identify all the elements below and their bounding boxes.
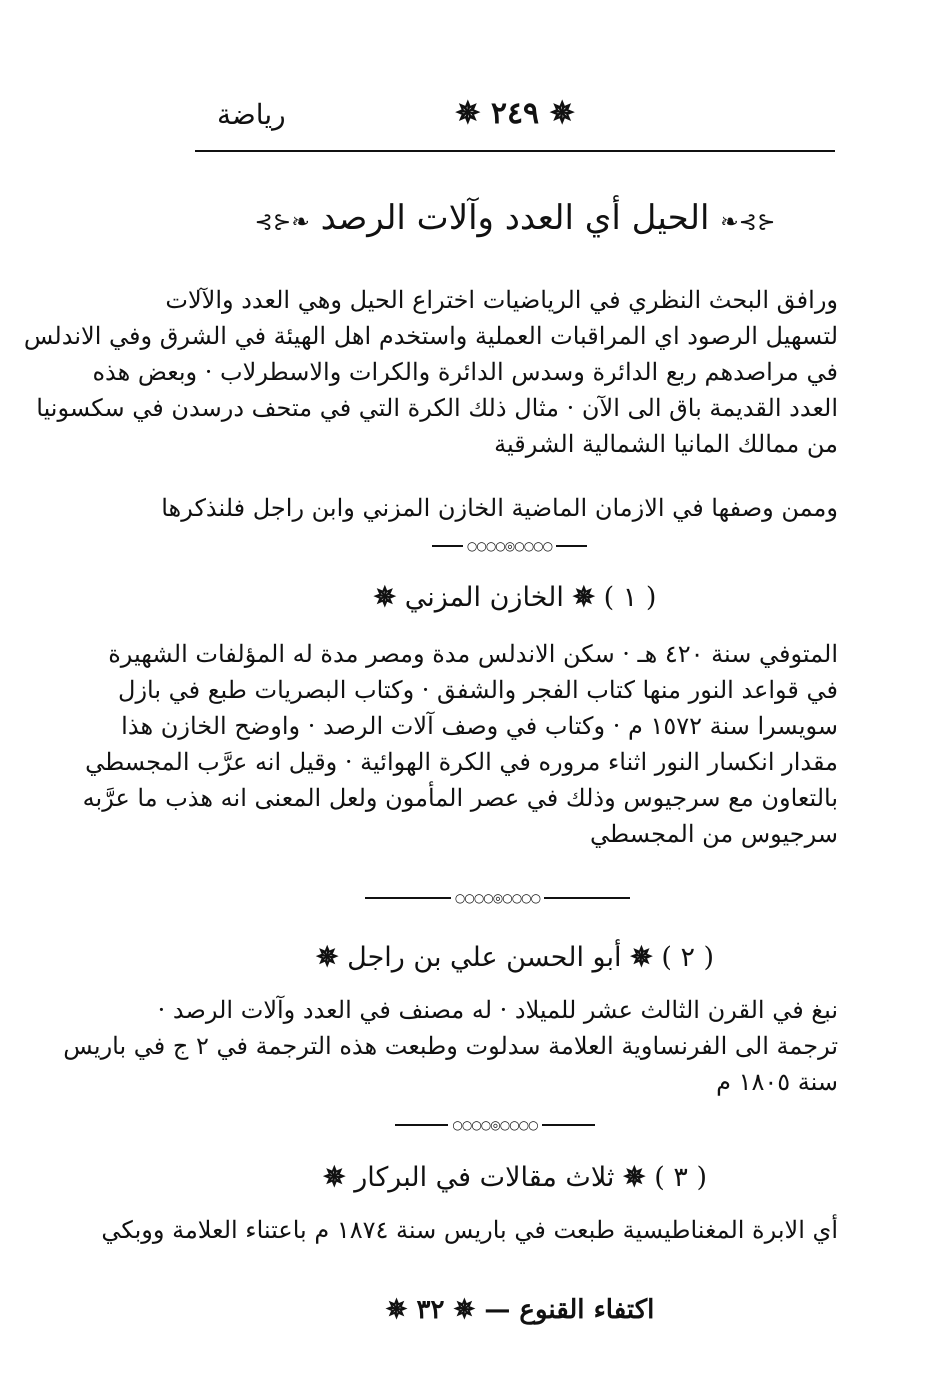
text-line: نبغ في القرن الثالث عشر للميلاد · له مصنف في العدد وآلات الرصد ·	[157, 996, 838, 1024]
title-ornament-right-icon: ❧⊰⊱	[720, 210, 776, 235]
text-line: المتوفي سنة ٤٢٠ هـ · سكن الاندلس مدة ومصر مدة له المؤلفات الشهيرة	[108, 640, 838, 668]
star-ornament-icon: ✵	[549, 96, 575, 131]
section-divider	[432, 541, 587, 551]
entry-paragraph	[82, 636, 838, 852]
section-divider	[365, 893, 630, 903]
footer-signature	[380, 1290, 660, 1330]
text-line: ترجمة الى الفرنساوية العلامة سدلوت وطبعت هذه الترجمة في ٢ ج في باريس	[63, 1032, 838, 1060]
star-ornament-icon: ✵	[322, 1162, 346, 1193]
entry-paragraph	[101, 1212, 838, 1248]
entry-paragraph	[63, 992, 838, 1100]
entry-title	[195, 1156, 835, 1200]
chapter-title	[195, 188, 835, 248]
text-line: من ممالك المانيا الشمالية الشرقية	[494, 430, 838, 458]
entry-number: ( ١ )	[603, 582, 657, 613]
star-ornament-icon: ✵	[455, 96, 481, 131]
text-line: سويسرا سنة ١٥٧٢ م · وكتاب في وصف آلات الرصد · واوضح الخازن هذا	[121, 712, 838, 740]
star-ornament-icon: ✵	[623, 1162, 646, 1193]
footer-number: ٣٢	[416, 1295, 445, 1325]
text-line: مقدار انكسار النور اثناء مروره في الكرة الهوائية · وقيل انه عرَّب المجسطي	[85, 748, 838, 776]
star-ornament-icon: ✵	[315, 942, 339, 973]
entry-name: ثلاث مقالات في البركار	[354, 1162, 615, 1193]
star-ornament-icon: ✵	[373, 582, 397, 613]
text-line: سنة ١٨٠٥ م	[716, 1068, 838, 1096]
divider-knot-icon: ○○○○◎○○○○	[466, 539, 553, 553]
section-name: رياضة	[217, 98, 286, 131]
text-line: في قواعد النور منها كتاب الفجر والشفق · وكتاب البصريات طبع في بازل	[118, 676, 838, 704]
text-line: العدد القديمة باق الى الآن · مثال ذلك الكرة التي في متحف درسدن في سكسونيا	[36, 394, 838, 422]
entry-number: ( ٢ )	[661, 942, 715, 973]
intro-closing-line: وممن وصفها في الازمان الماضية الخازن المزني وابن راجل فلنذكرها	[161, 494, 838, 522]
star-ornament-icon: ✵	[453, 1295, 476, 1325]
entry-number: ( ٣ )	[654, 1162, 708, 1193]
entry-name: أبو الحسن علي بن راجل	[347, 942, 622, 973]
text-line: سرجيوس من المجسطي	[590, 820, 838, 848]
text-line: لتسهيل الرصود اي المراقبات العملية واستخدم اهل الهيئة في الشرق وفي الاندلس	[23, 322, 838, 350]
divider-knot-icon: ○○○○◎○○○○	[452, 1118, 538, 1132]
page-number-line	[195, 96, 835, 131]
header-rule	[195, 150, 835, 152]
star-ornament-icon: ✵	[385, 1295, 408, 1325]
intro-paragraph	[23, 282, 838, 462]
entry-title	[195, 936, 835, 980]
title-ornament-left-icon: ⊰⊱❧	[254, 210, 310, 235]
chapter-title-text: الحيل أي العدد وآلات الرصد	[320, 198, 710, 238]
divider-knot-icon: ○○○○◎○○○○	[454, 891, 541, 905]
running-header	[195, 92, 835, 140]
entry-name: الخازن المزني	[404, 582, 564, 613]
page-number: ٢٤٩	[490, 96, 540, 131]
star-ornament-icon: ✵	[630, 942, 653, 973]
entry-title	[195, 576, 835, 620]
text-line: في مراصدهم ربع الدائرة وسدس الدائرة والكرات والاسطرلاب · وبعض هذه	[92, 358, 838, 386]
section-divider	[395, 1120, 595, 1130]
text-line: ورافق البحث النظري في الرياضيات اختراع الحيل وهي العدد والآلات	[165, 286, 838, 314]
star-ornament-icon: ✵	[572, 582, 596, 613]
footer-text: اكتفاء القنوع —	[484, 1295, 655, 1325]
text-line: بالتعاون مع سرجيوس وذلك في عصر المأمون ولعل المعنى انه هذب ما عرَّبه	[82, 784, 838, 812]
text-line: أي الابرة المغناطيسية طبعت في باريس سنة ١٨٧٤ م باعتناء العلامة ووبكي	[101, 1216, 838, 1244]
